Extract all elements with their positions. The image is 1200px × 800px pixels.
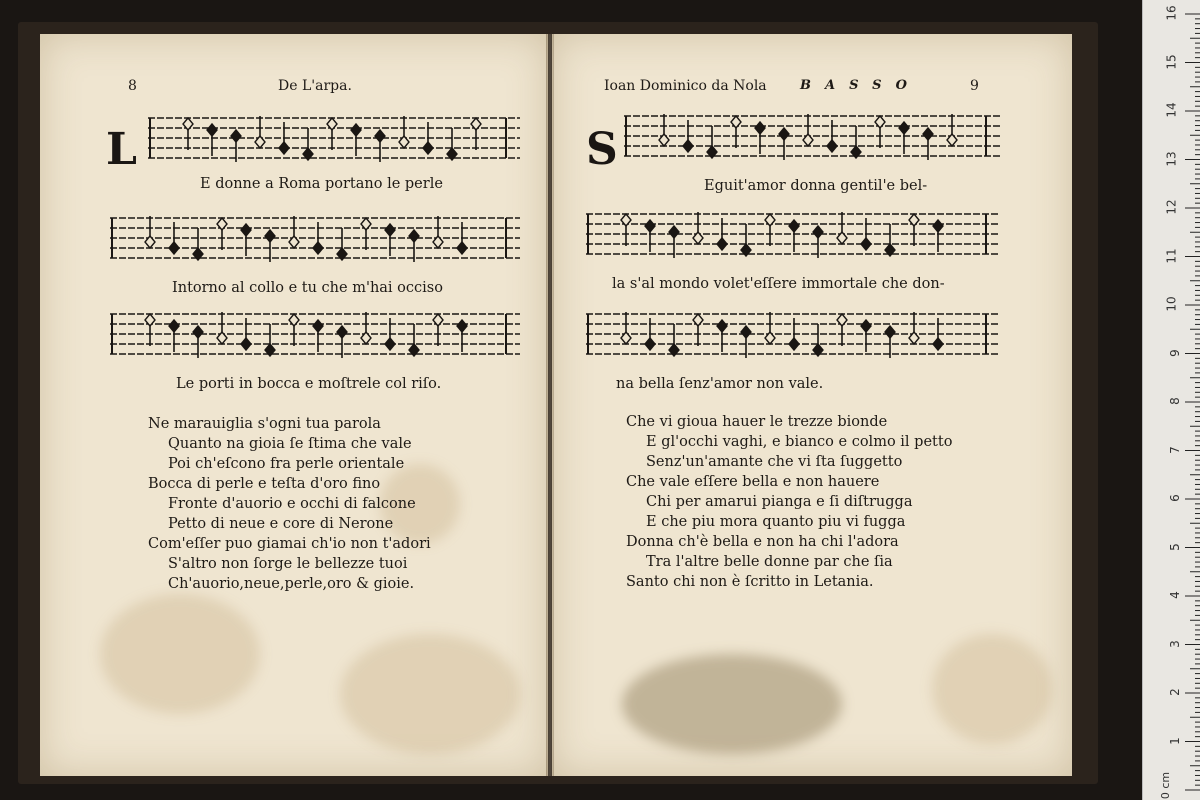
note-head: [169, 320, 179, 332]
note-head: [933, 220, 943, 232]
ruler-number: 13: [1164, 150, 1179, 167]
left-lyric-3: Le porti in bocca e moſtrele col riſo.: [176, 376, 442, 392]
right-page-number: 9: [970, 78, 979, 94]
note-head: [375, 130, 385, 142]
note-head: [861, 320, 871, 332]
right-verse-line: Che vale eſſere bella e non hauere: [626, 474, 880, 490]
right-lyric-2: la s'al mondo volet'eſſere immortale che don-: [612, 276, 945, 292]
note-head: [899, 122, 909, 134]
voice-part-label: BASSO: [800, 78, 921, 93]
ruler-number: 3: [1168, 639, 1183, 648]
note-head: [409, 230, 419, 242]
right-verse-line: E che piu mora quanto piu vi fugga: [646, 514, 906, 530]
ruler-number: 14: [1164, 102, 1179, 118]
left-verse-line: Com'eſſer puo giamai ch'io non t'adori: [148, 536, 431, 552]
left-verse-line: Petto di neue e core di Nerone: [168, 516, 394, 532]
note-head: [645, 338, 655, 350]
left-lyric-2: Intorno al collo e tu che m'hai occiso: [172, 280, 443, 296]
left-running-head: De L'arpa.: [278, 78, 352, 94]
right-verse-line: Donna ch'è bella e non ha chi l'adora: [626, 534, 899, 550]
ruler-number: 4: [1168, 591, 1183, 599]
note-head: [717, 238, 727, 250]
note-head: [241, 338, 251, 350]
right-staff-1: [624, 104, 1000, 174]
note-head: [683, 140, 693, 152]
left-staff-1: [148, 106, 520, 176]
left-verse-line: Quanto na gioia ſe ſtima che vale: [168, 436, 412, 452]
right-initial: S: [586, 124, 618, 175]
ruler-number: 5: [1168, 542, 1183, 551]
ruler-number: 15: [1164, 53, 1179, 70]
ruler-unit-label: 0 cm: [1158, 771, 1172, 800]
right-lyric-1: Eguit'amor donna gentil'e bel-: [704, 178, 928, 194]
note-head: [933, 338, 943, 350]
ruler-number: 12: [1164, 199, 1179, 215]
note-head: [351, 124, 361, 136]
note-head: [385, 338, 395, 350]
note-head: [861, 238, 871, 250]
ruler-number: 6: [1168, 494, 1183, 502]
right-staff-2: [586, 202, 1000, 272]
note-head: [645, 220, 655, 232]
right-lyric-3: na bella ſenz'amor non vale.: [616, 376, 824, 392]
note-head: [923, 128, 933, 140]
left-verse-line: Ch'auorio,neue,perle,oro & gioie.: [168, 576, 415, 592]
note-head: [779, 128, 789, 140]
note-head: [231, 130, 241, 142]
right-verse-line: Tra l'altre belle donne par che ſia: [646, 554, 893, 570]
right-verse-line: Che vi gioua hauer le trezze bionde: [626, 414, 888, 430]
right-running-head: Ioan Dominico da Nola: [604, 78, 767, 94]
left-verse-line: Bocca di perle e teſta d'oro fino: [148, 476, 381, 492]
left-verse-line: Fronte d'auorio e occhi di falcone: [168, 496, 416, 512]
note-head: [457, 242, 467, 254]
left-verse-line: Poi ch'eſcono fra perle orientale: [168, 456, 405, 472]
left-verse-line: S'altro non ſorge le bellezze tuoi: [168, 556, 408, 572]
note-head: [337, 326, 347, 338]
right-verse-line: Santo chi non è ſcritto in Letania.: [626, 574, 874, 590]
right-verse-line: E gl'occhi vaghi, e bianco e colmo il petto: [646, 434, 953, 450]
ruler-number: 11: [1164, 247, 1179, 264]
note-head: [789, 220, 799, 232]
note-head: [193, 326, 203, 338]
note-head: [207, 124, 217, 136]
note-head: [385, 224, 395, 236]
ruler-number: 7: [1168, 445, 1183, 454]
ruler-number: 2: [1168, 688, 1183, 696]
left-staff-2: [110, 206, 520, 276]
book-gutter: [546, 34, 554, 776]
note-head: [789, 338, 799, 350]
right-verse-line: Chi per amarui pianga e ſi diſtrugga: [646, 494, 913, 510]
ruler-number: 10: [1164, 296, 1179, 312]
note-head: [669, 226, 679, 238]
note-head: [813, 226, 823, 238]
ruler-number: 16: [1164, 5, 1179, 21]
note-head: [755, 122, 765, 134]
note-head: [717, 320, 727, 332]
left-page-number: 8: [128, 78, 137, 94]
ruler-number: 1: [1168, 736, 1183, 745]
right-staff-3: [586, 302, 1000, 372]
note-head: [827, 140, 837, 152]
note-head: [279, 142, 289, 154]
note-head: [313, 320, 323, 332]
note-head: [265, 230, 275, 242]
note-head: [241, 224, 251, 236]
note-head: [741, 326, 751, 338]
left-initial: L: [106, 124, 137, 175]
right-verse-line: Senz'un'amante che vi ſta ſuggetto: [646, 454, 903, 470]
note-head: [169, 242, 179, 254]
ruler-number: 8: [1168, 397, 1183, 405]
left-verse-line: Ne marauiglia s'ogni tua parola: [148, 416, 381, 432]
ruler-number: 9: [1168, 348, 1183, 357]
note-head: [423, 142, 433, 154]
note-head: [457, 320, 467, 332]
left-lyric-1: E donne a Roma portano le perle: [200, 176, 443, 192]
measurement-ruler: [1142, 0, 1200, 800]
note-head: [885, 326, 895, 338]
left-staff-3: [110, 302, 520, 372]
note-head: [313, 242, 323, 254]
